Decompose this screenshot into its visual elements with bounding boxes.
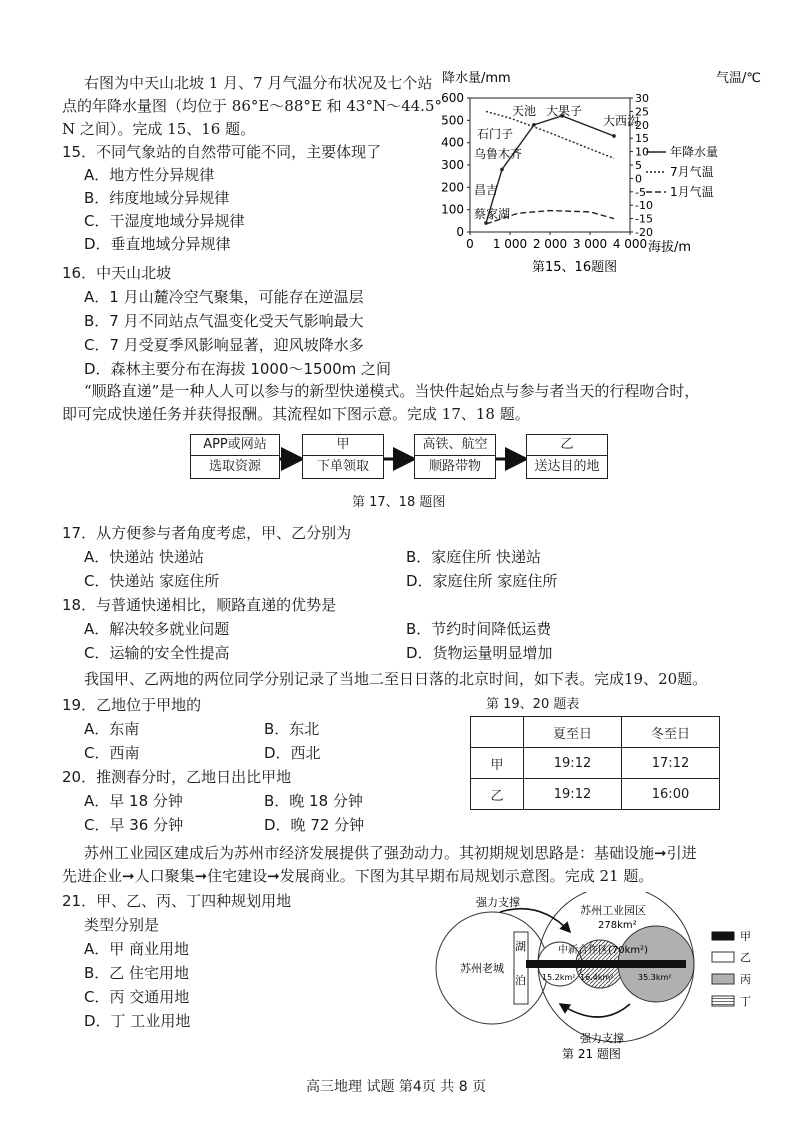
q21-stem-2: 类型分别是: [84, 916, 160, 934]
q18-option-a: A．解决较多就业问题: [84, 620, 230, 638]
old-city-label: 苏州老城: [460, 962, 504, 975]
table-cell: 甲: [471, 748, 524, 779]
y-right-tick-label: -20: [635, 226, 653, 239]
q20-option-b: B．晚 18 分钟: [264, 792, 363, 810]
station-shimenzi: 石门子: [477, 127, 514, 141]
q15-option-d: D．垂直地域分异规律: [84, 235, 231, 253]
q17-option-d: D．家庭住所 家庭住所: [406, 572, 558, 590]
flow-box-3: [414, 434, 496, 479]
table-header-summer: 夏至日: [524, 717, 622, 748]
flow-box-4: [526, 434, 608, 479]
q16-option-a: A．1 月山麓冷空气聚集，可能存在逆温层: [84, 288, 364, 306]
flow-box-4-bottom: 送达目的地: [534, 459, 600, 474]
y-right-tick-label: 30: [635, 92, 649, 105]
intro-15-line-1: 右图为中天山北坡 1 月、7 月气温分布状况及七个站: [84, 74, 433, 92]
legend-july: 7月气温: [670, 165, 714, 179]
flow-box-1-bottom: 选取资源: [208, 459, 261, 474]
chart-xlabel: 海拔/m: [648, 240, 692, 255]
intro-19: 我国甲、乙两地的两位同学分别记录了当地二至日日落的北京时间，如下表。完成19、20题。: [84, 670, 708, 688]
table-cell: 17:12: [622, 748, 720, 779]
table-cell: 19:12: [524, 779, 622, 810]
legend-yi: 乙: [740, 951, 751, 964]
x-tick-label: 2 000: [532, 237, 568, 251]
q19-option-a: A．东南: [84, 720, 140, 738]
q19-option-b: B．东北: [264, 720, 320, 738]
y-right-tick-label: 20: [635, 118, 649, 132]
station-urumqi: 乌鲁木齐: [474, 147, 523, 161]
flow-caption: 第 17、18 题图: [352, 495, 446, 510]
legend-jia: 甲: [740, 930, 751, 943]
area-label-2: 16.4km²: [580, 973, 614, 982]
q17-stem: 17．从方便参与者角度考虑，甲、乙分别为: [62, 524, 352, 542]
table-row: [471, 779, 720, 810]
intro-17-line-1: “顺路直递”是一种人人可以参与的新型快递模式。当快件起始点与参与者当天的行程吻合时，: [84, 382, 700, 400]
chart-ylabel-right: 气温/℃: [716, 71, 761, 86]
flow-box-1: [190, 434, 280, 479]
intro-15-line-3: N 之间）。完成 15、16 题。: [62, 120, 256, 138]
q18-stem: 18．与普通快递相比，顺路直递的优势是: [62, 596, 337, 614]
area-label-1: 15.2km²: [542, 973, 576, 982]
table-header-blank: [471, 717, 524, 748]
station-daguozi: 大果子: [546, 104, 583, 118]
y-right-tick-label: -5: [635, 185, 646, 199]
y-right-tick-label: 25: [635, 105, 649, 119]
x-tick-label: 4 000: [612, 237, 648, 251]
map-caption: 第 21 题图: [562, 1047, 621, 1061]
support-arrow-top: [500, 909, 570, 932]
flow-box-3-top: 高铁、航空: [415, 435, 495, 456]
q18-option-c: C．运输的安全性提高: [84, 644, 230, 662]
precip-point: [612, 134, 616, 138]
support-arrow-bottom: [560, 1004, 630, 1017]
legend-swatch-jia: [712, 932, 734, 940]
q19-option-c: C．西南: [84, 744, 140, 762]
q21-option-c: C．丙 交通用地: [84, 988, 190, 1006]
q21-stem: 21．甲、乙、丙、丁四种规划用地: [62, 892, 292, 910]
main-axis-bar: [526, 960, 686, 968]
flow-box-1-top: APP或网站: [191, 435, 279, 456]
q20-option-a: A．早 18 分钟: [84, 792, 183, 810]
lake-label-2: 泊: [515, 974, 526, 987]
y-left-tick-label: 300: [441, 158, 464, 172]
table-cell: 19:12: [524, 748, 622, 779]
legend-precip: 年降水量: [670, 145, 719, 159]
y-left-tick-label: 100: [441, 202, 464, 217]
table-header-row: [471, 717, 720, 748]
lake-label-1: 湖: [515, 940, 526, 953]
sunset-table: [470, 716, 720, 810]
chart-ylabel-left: 降水量/mm: [442, 71, 511, 86]
x-tick-label: 3 000: [572, 237, 608, 251]
page-footer: 高三地理 试题 第4页 共 8 页: [306, 1079, 487, 1095]
park-area-label: 278km²: [598, 920, 637, 931]
table-cell: 16:00: [622, 779, 720, 810]
suzhou-plan-map: [430, 892, 770, 1064]
q19-option-d: D．西北: [264, 744, 321, 762]
q16-option-b: B．7 月不同站点气温变化受天气影响最大: [84, 312, 364, 330]
y-left-tick-label: 400: [441, 135, 464, 150]
legend-bing: 丙: [740, 973, 751, 986]
support-top-label: 强力支撑: [476, 896, 520, 909]
table-cell: 乙: [471, 779, 524, 810]
station-tianchi: 天池: [512, 104, 537, 118]
station-caijiahu: 蔡家湖: [474, 207, 511, 221]
table-row: [471, 748, 720, 779]
q16-stem: 16．中天山北坡: [62, 264, 172, 282]
x-tick-label: 1 000: [492, 237, 528, 251]
park-label: 苏州工业园区: [580, 904, 646, 917]
q16-option-d: D．森林主要分布在海拔 1000～1500m 之间: [84, 360, 392, 378]
q21-option-a: A．甲 商业用地: [84, 940, 190, 958]
intro-15-line-2: 点的年降水量图（均位于 86°E～88°E 和 43°N～44.5°: [62, 97, 442, 115]
q20-option-d: D．晚 72 分钟: [264, 816, 365, 834]
intro-21-line-1: 苏州工业园区建成后为苏州市经济发展提供了强劲动力。其初期规划思路是：基础设施➞引进: [84, 844, 697, 862]
legend-swatch-ding: [712, 996, 734, 1006]
q21-option-b: B．乙 住宅用地: [84, 964, 190, 982]
precip-point: [500, 168, 504, 172]
support-bottom-label: 强力支撑: [580, 1032, 624, 1045]
flow-box-2: [302, 434, 384, 479]
y-right-tick-label: 15: [635, 132, 649, 146]
flow-box-2-top: 甲: [303, 435, 383, 456]
q20-option-c: C．早 36 分钟: [84, 816, 184, 834]
q15-option-c: C．干湿度地域分异规律: [84, 212, 245, 230]
climate-chart: [420, 68, 800, 278]
station-daxigou: 大西沟: [603, 114, 640, 128]
q15-option-b: B．纬度地域分异规律: [84, 189, 230, 207]
intro-21-line-2: 先进企业➞人口聚集➞住宅建设➞发展商业。下图为其早期布局规划示意图。完成 21 题。: [62, 867, 654, 885]
q17-option-a: A．快递站 快递站: [84, 548, 205, 566]
q20-stem: 20．推测春分时，乙地日出比甲地: [62, 768, 292, 786]
legend-swatch-bing: [712, 974, 734, 984]
y-right-tick-label: -15: [635, 212, 653, 226]
legend-swatch-yi: [712, 952, 734, 962]
q17-option-c: C．快递站 家庭住所: [84, 572, 220, 590]
y-left-tick-label: 500: [441, 113, 464, 128]
q18-option-d: D．货物运量明显增加: [406, 644, 553, 662]
y-right-tick-label: 5: [635, 159, 642, 172]
flow-box-2-bottom: 下单领取: [316, 459, 369, 474]
y-right-tick-label: -10: [635, 199, 653, 213]
legend-jan: 1月气温: [670, 185, 714, 199]
table-caption: 第 19、20 题表: [486, 697, 580, 712]
y-right-tick-label: 10: [635, 145, 649, 159]
y-left-tick-label: 600: [441, 91, 464, 105]
legend-ding: 丁: [740, 995, 751, 1008]
q15-option-a: A．地方性分异规律: [84, 166, 215, 184]
y-left-tick-label: 0: [456, 225, 464, 239]
q15-stem: 15．不同气象站的自然带可能不同，主要体现了: [62, 143, 382, 161]
q21-option-d: D．丁 工业用地: [84, 1012, 191, 1030]
flow-box-3-bottom: 顺路带物: [428, 459, 481, 474]
station-changji: 昌吉: [474, 183, 499, 197]
q19-stem: 19．乙地位于甲地的: [62, 696, 202, 714]
q17-option-b: B．家庭住所 快递站: [406, 548, 542, 566]
area-label-3: 35.3km²: [638, 973, 672, 982]
table-header-winter: 冬至日: [622, 717, 720, 748]
x-tick-label: 0: [466, 237, 474, 251]
q16-option-c: C．7 月受夏季风影响显著，迎风坡降水多: [84, 336, 364, 354]
flow-box-4-top: 乙: [527, 435, 607, 456]
chart-caption: 第15、16题图: [532, 260, 618, 275]
y-left-tick-label: 200: [441, 180, 464, 195]
intro-17-line-2: 即可完成快递任务并获得报酬。其流程如下图示意。完成 17、18 题。: [62, 405, 530, 423]
q18-option-b: B．节约时间降低运费: [406, 620, 552, 638]
coop-label: 中新合作区(70km²): [558, 945, 649, 956]
y-right-tick-label: 0: [635, 172, 642, 186]
